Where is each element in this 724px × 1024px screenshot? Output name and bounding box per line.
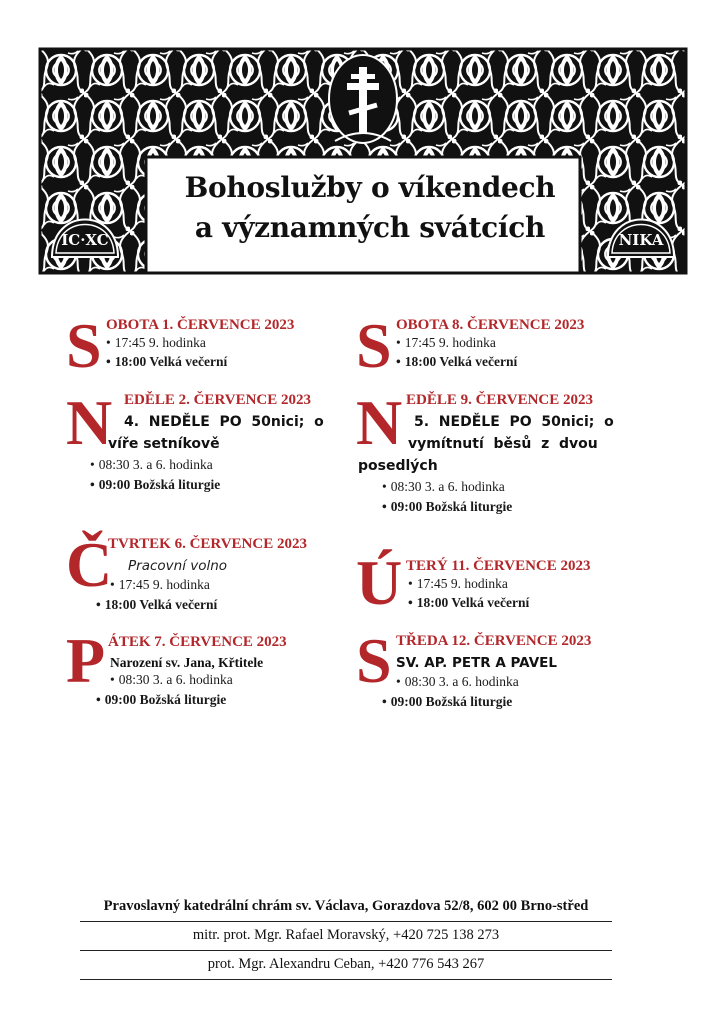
- drop-cap: P: [66, 625, 106, 696]
- day-block-sunday-2: [66, 389, 346, 499]
- day-block-tuesday-11: [356, 547, 646, 617]
- sunday-title: 4. NEDĚLE PO 50nici; o: [124, 414, 324, 430]
- day-block-saturday-1: [66, 310, 346, 381]
- right-monogram: NIKA: [618, 231, 664, 249]
- title-line-2: a významných svátcích: [194, 211, 546, 244]
- day-block-saturday-8: [356, 310, 646, 381]
- service-item: • 18:00 Velká večerní: [106, 352, 227, 372]
- drop-cap: S: [66, 310, 102, 381]
- service-item: • 08:30 3. a 6. hodinka: [382, 477, 505, 497]
- service-item: • 18:00 Velká večerní: [408, 593, 529, 613]
- service-item: • 09:00 Božská liturgie: [90, 475, 220, 495]
- church-address: Pravoslavný katedrální chrám sv. Václava, Gorazdova 52/8, 602 00 Brno-střed: [80, 893, 612, 922]
- drop-cap: S: [356, 310, 392, 381]
- service-item: • 09:00 Božská liturgie: [96, 690, 226, 710]
- drop-cap: N: [356, 387, 403, 458]
- service-item: • 17:45 9. hodinka: [408, 574, 508, 594]
- holiday-note: Pracovní volno: [128, 558, 228, 574]
- day-block-wednesday-12: [356, 627, 646, 717]
- service-item: • 17:45 9. hodinka: [106, 333, 206, 353]
- service-item: • 09:00 Božská liturgie: [382, 497, 512, 517]
- feast-name: SV. AP. PETR A PAVEL: [396, 655, 557, 671]
- service-item: • 08:30 3. a 6. hodinka: [90, 455, 213, 475]
- title-line-1: Bohoslužby o víkendech: [184, 171, 556, 204]
- sunday-title-cont: víře setníkově: [108, 436, 220, 452]
- service-item: • 18:00 Velká večerní: [96, 595, 217, 615]
- day-heading: TŘEDA 12. ČERVENCE 2023: [396, 633, 592, 649]
- cross-icon: [329, 55, 397, 143]
- drop-cap: Č: [66, 529, 113, 600]
- left-monogram: IC·XC: [61, 231, 109, 249]
- drop-cap: Ú: [356, 547, 403, 618]
- day-block-thursday-6: [66, 527, 346, 617]
- service-item: • 17:45 9. hodinka: [396, 333, 496, 353]
- day-heading: TVRTEK 6. ČERVENCE 2023: [108, 536, 307, 552]
- day-heading: OBOTA 8. ČERVENCE 2023: [396, 317, 585, 333]
- day-block-friday-7: [66, 627, 346, 717]
- priest-contact-2: prot. Mgr. Alexandru Ceban, +420 776 543 267: [80, 951, 612, 980]
- service-item: • 08:30 3. a 6. hodinka: [396, 672, 519, 692]
- feast-name: Narození sv. Jana, Křtitele: [110, 655, 264, 670]
- day-block-sunday-9: [356, 389, 646, 519]
- drop-cap: N: [66, 387, 113, 458]
- sunday-title-cont: posedlých: [358, 458, 438, 474]
- sunday-title-cont: vymítnutí běsů z dvou: [408, 436, 598, 452]
- page-title: [160, 168, 580, 248]
- priest-contact-1: mitr. prot. Mgr. Rafael Moravský, +420 725 138 273: [80, 922, 612, 951]
- service-item: • 08:30 3. a 6. hodinka: [110, 670, 233, 690]
- day-heading: OBOTA 1. ČERVENCE 2023: [106, 317, 295, 333]
- service-item: • 18:00 Velká večerní: [396, 352, 517, 372]
- day-heading: TERÝ 11. ČERVENCE 2023: [406, 558, 591, 574]
- footer-contacts: [80, 893, 612, 980]
- drop-cap: S: [356, 625, 392, 696]
- day-heading: ÁTEK 7. ČERVENCE 2023: [108, 634, 287, 650]
- service-item: • 09:00 Božská liturgie: [382, 692, 512, 712]
- day-heading: EDĚLE 9. ČERVENCE 2023: [406, 392, 594, 408]
- sunday-title: 5. NEDĚLE PO 50nici; o: [414, 414, 614, 430]
- service-item: • 17:45 9. hodinka: [110, 575, 210, 595]
- day-heading: EDĚLE 2. ČERVENCE 2023: [124, 392, 312, 408]
